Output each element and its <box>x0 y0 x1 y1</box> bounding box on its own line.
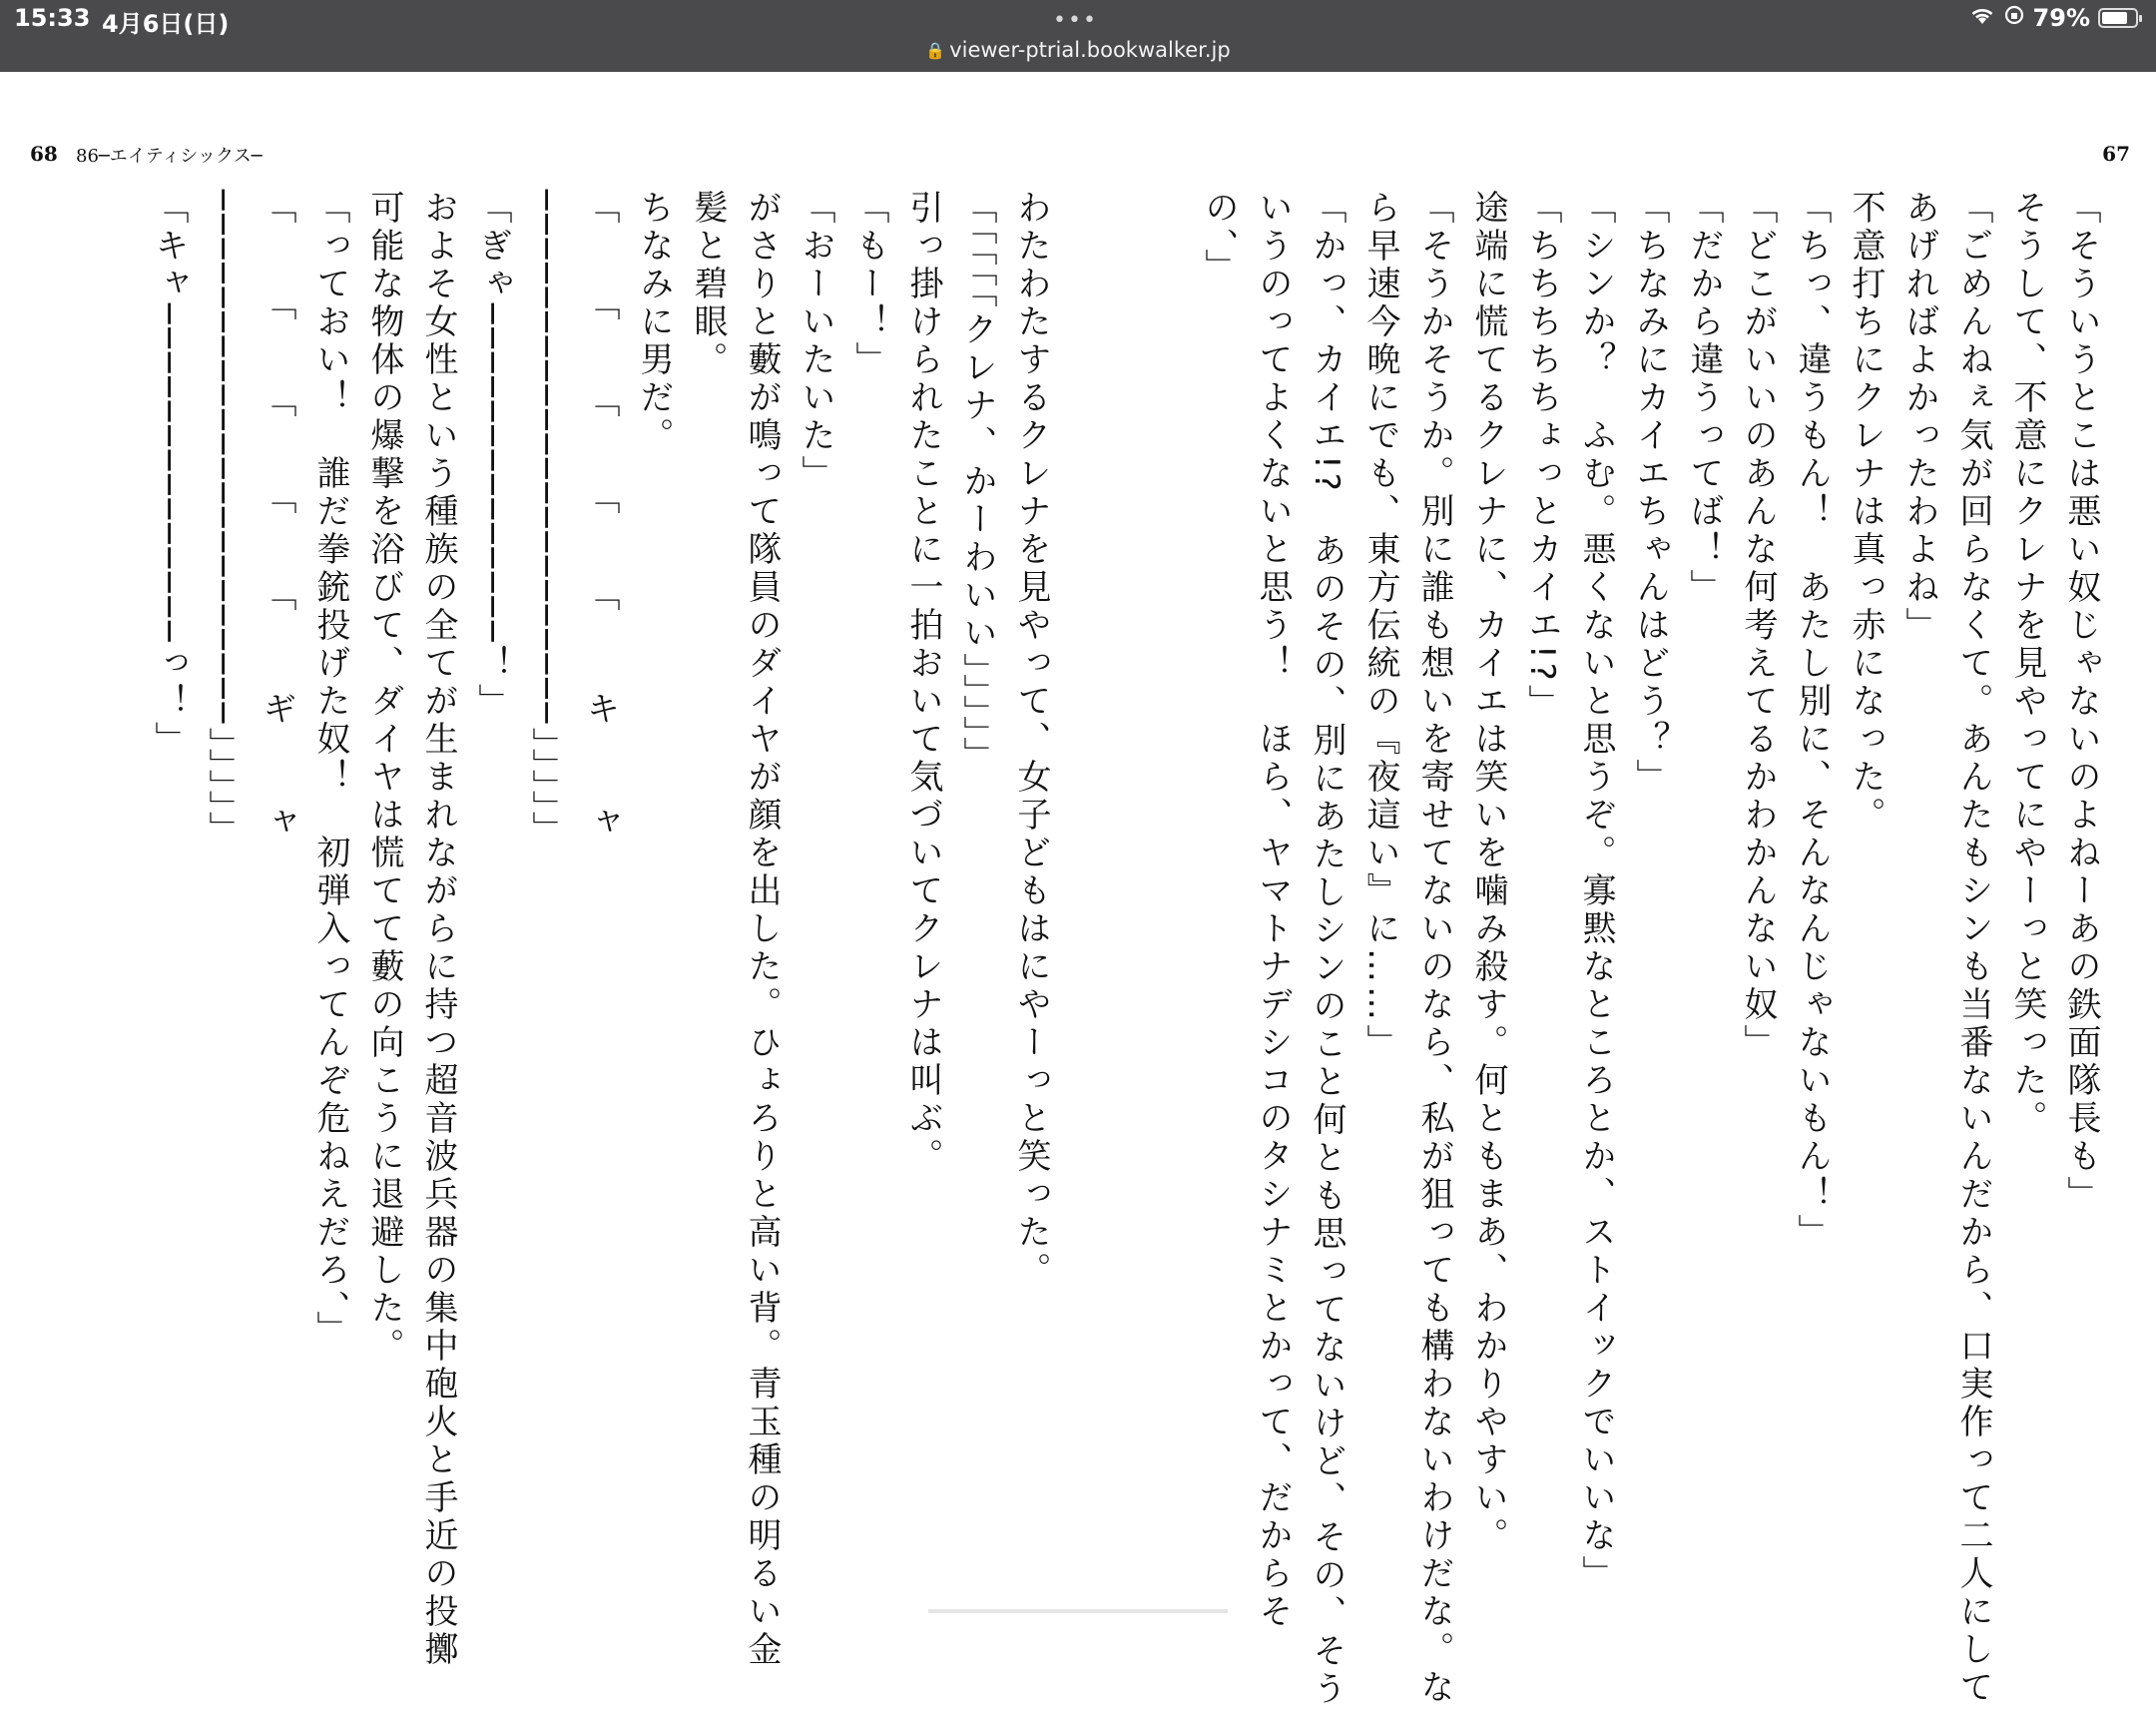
text-line: 「 「 「 「 「 ギ ャ <box>257 190 296 843</box>
text-line: 「かっ、カイエ!? あのその、別にあたしシンのこと何とも思ってないけど、その、そう <box>1307 190 1347 1709</box>
address-bar[interactable] <box>0 38 2156 62</box>
text-line: ──────────────────────」」」」」 <box>526 190 566 850</box>
text-line: およそ女性という種族の全てが生まれながらに持つ超音波兵器の集中砲火と手近の投擲 <box>418 190 458 1669</box>
text-line: 引っ掛けられたことに一拍おいて気づいてクレナは叫ぶ。 <box>903 190 943 1176</box>
right-page-text[interactable] <box>1138 190 2108 1709</box>
multitasking-dots-icon[interactable]: ••• <box>1053 8 1098 33</box>
text-line: 「ちっ、違うもん！ あたし別に、そんなんじゃないもん！」 <box>1792 190 1832 1252</box>
left-page-number: 68 <box>30 142 58 166</box>
text-line: ら早速今晩にでも、東方伝統の『夜這い』に……」 <box>1360 190 1400 1062</box>
text-line: ──────────────────────」」」」」 <box>203 190 243 850</box>
text-line: 「だから違うってば！」 <box>1684 190 1724 607</box>
text-line: 「ちなみにカイエちゃんはどう？」 <box>1630 190 1670 797</box>
text-line: 「ごめんねぇ気が回らなくて。あんたもシンも当番ないんだから、口実作って二人にして <box>1953 190 1993 1707</box>
battery-fill <box>2102 12 2127 24</box>
text-line: そうして、不意にクレナを見やってにやーっと笑った。 <box>2007 190 2047 1138</box>
text-line: 「そういうとこは悪い奴じゃないのよねーあの鉄面隊長も」 <box>2061 190 2101 1214</box>
text-line: 「 「 「 「 「 キ ャ <box>580 190 620 843</box>
text-line: 不意打ちにクレナは真っ赤になった。 <box>1846 190 1886 835</box>
status-time: 15:33 <box>14 4 91 32</box>
text-line: 可能な物体の爆撃を浴びて、ダイヤは慌てて藪の向こうに退避した。 <box>364 190 404 1366</box>
wifi-icon <box>1969 4 1995 32</box>
text-line: ちなみに男だ。 <box>634 190 674 455</box>
text-line: 「っておい！ 誰だ拳銃投げた奴！ 初弾入ってんぞ危ねえだろ、」 <box>310 190 350 1349</box>
browser-top-bar <box>0 0 2156 72</box>
battery-percent: 79% <box>2032 4 2090 32</box>
text-line: の、」 <box>1199 190 1239 286</box>
text-line: 「ちちちちちょっとカイエ!?」 <box>1522 190 1562 723</box>
text-line: がさりと藪が鳴って隊員のダイヤが顔を出した。ひょろりと高い背。青玉種の明るい金 <box>742 190 782 1669</box>
text-line: 「そうかそうか。別に誰も想いを寄せてないのなら、私が狙っても構わないわけだな。な <box>1414 190 1454 1707</box>
orientation-lock-icon <box>2003 4 2025 32</box>
status-date: 4月6日(日) <box>102 10 230 38</box>
page-slider-hint <box>928 1609 1228 1613</box>
text-line: 髪と碧眼。 <box>688 190 728 379</box>
text-line: 「もー！」 <box>849 190 889 379</box>
url-text: viewer-ptrial.bookwalker.jp <box>949 38 1231 62</box>
text-line: 「おーいたいた」 <box>796 190 835 493</box>
battery-icon <box>2098 8 2138 28</box>
text-line: いうのってよくないと思う！ ほら、ヤマトナデシコのタシナミとかって、だからそ <box>1253 190 1293 1631</box>
right-page-number: 67 <box>2102 142 2130 166</box>
text-line: 「どこがいいのあんな何考えてるかわかんない奴」 <box>1738 190 1778 1062</box>
lock-icon: 🔒 <box>925 41 946 60</box>
status-right-group <box>1969 4 2138 32</box>
text-line: 途端に慌てるクレナに、カイエは笑いを噛み殺す。何ともまあ、わかりやすい。 <box>1468 190 1508 1555</box>
running-title: 86─エイティシックス─ <box>76 146 263 167</box>
text-line: 「「「「「クレナ、かーわいい」」」」」 <box>957 190 997 775</box>
text-line: 「シンか？ ふむ。悪くないと思うぞ。寡黙なところとか、ストイックでいいな」 <box>1576 190 1616 1593</box>
text-line: あげればよかったわよね」 <box>1899 190 1939 645</box>
left-page-text[interactable] <box>60 190 1058 1669</box>
text-line: 「ぎゃ──────────────！」 <box>472 190 512 722</box>
text-line: 「キャ──────────────っ！」 <box>149 190 189 760</box>
text-line: わたわたするクレナを見やって、女子どもはにやーっと笑った。 <box>1011 190 1051 1290</box>
